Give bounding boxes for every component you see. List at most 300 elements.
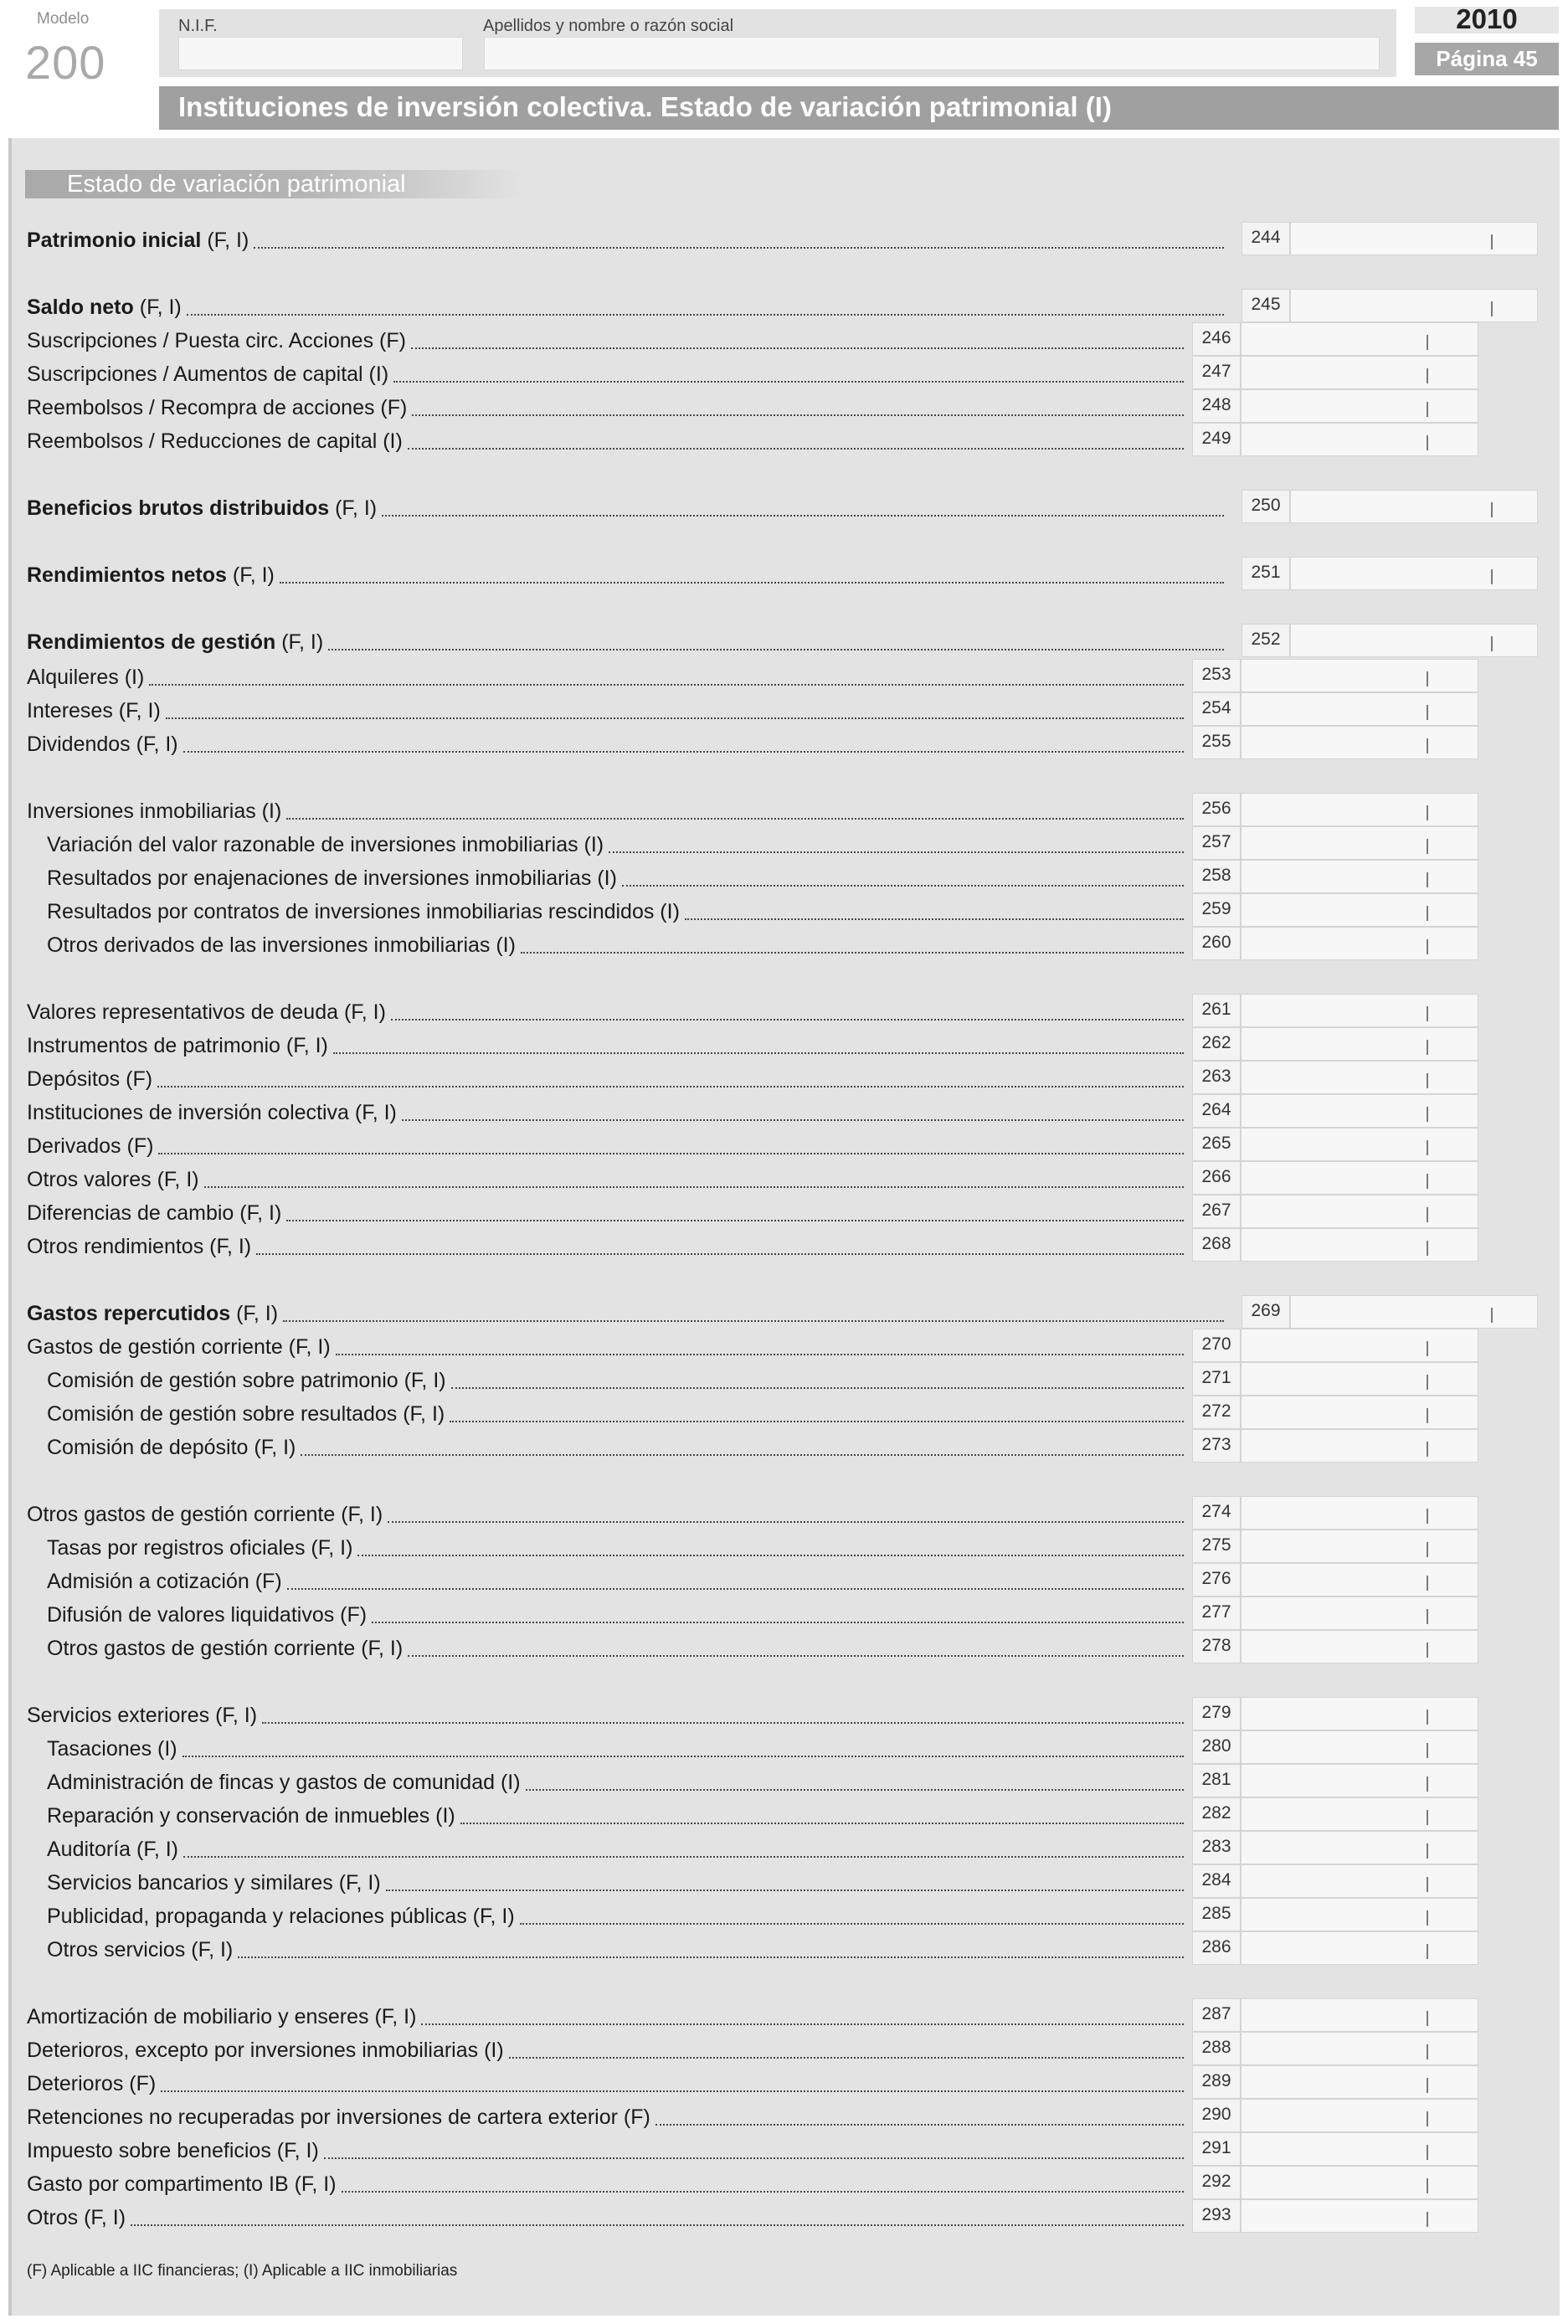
row-label-267 [27,1201,281,1226]
dot-leader [408,448,1184,450]
row-label-text: Otros rendimientos (F, I) [27,1235,252,1258]
row-label-text: Otros valores (F, I) [27,1168,199,1191]
decimal-separator-mark [1491,502,1493,517]
page-label: Página 45 [1436,46,1538,71]
box-code-271: 271 [1192,1362,1241,1396]
row-label-291 [27,2138,319,2163]
row-label-249 [27,429,403,454]
value-field-244[interactable] [1290,222,1538,255]
row-label-265 [27,1134,153,1159]
box-code-258: 258 [1192,860,1241,893]
dot-leader [287,1588,1184,1590]
box-code-246: 246 [1192,322,1241,356]
value-field-247[interactable] [1241,356,1478,389]
box-code-255: 255 [1192,726,1241,759]
dot-leader [187,314,1224,316]
box-code-256: 256 [1192,793,1241,826]
box-code-277: 277 [1192,1596,1241,1630]
box-code-253: 253 [1192,659,1241,692]
row-label-247 [27,362,388,387]
box-code-282: 282 [1192,1797,1241,1831]
box-code-274: 274 [1192,1496,1241,1530]
dot-leader [328,649,1224,650]
decimal-separator-mark [1427,1341,1428,1356]
decimal-separator-mark [1427,1944,1428,1959]
value-field-289[interactable] [1241,2065,1478,2099]
box-code-264: 264 [1192,1094,1241,1128]
row-label-text: Deterioros (F) [27,2072,157,2095]
footnote: (F) Aplicable a IIC financieras; (I) Aplicable a IIC inmobiliarias [27,2262,458,2280]
box-code-275: 275 [1192,1530,1241,1563]
decimal-separator-mark [1427,1910,1428,1926]
row-label-text: (F, I) [133,296,182,319]
value-field-252[interactable] [1290,624,1538,657]
row-label-text: Intereses (F, I) [27,699,161,722]
dot-leader [166,717,1184,719]
box-code-265: 265 [1192,1128,1241,1161]
row-label-text: Resultados por contratos de inversiones inmobiliarias rescindidos (I) [47,900,680,923]
value-field-248[interactable] [1241,389,1478,423]
decimal-separator-mark [1427,1375,1428,1390]
value-field-275[interactable] [1241,1530,1478,1563]
row-label-text: Auditoría (F, I) [47,1838,178,1861]
box-code-268: 268 [1192,1228,1241,1262]
row-label-text: Gasto por compartimento IB (F, I) [27,2172,337,2196]
value-field-269[interactable] [1290,1295,1538,1329]
value-field-286[interactable] [1241,1931,1478,1965]
dot-leader [460,1823,1184,1824]
dot-leader [521,952,1184,954]
row-label-text: Tasaciones (I) [47,1737,177,1761]
row-label-258 [47,866,617,891]
dot-leader [131,2224,1184,2226]
row-label-253 [27,665,144,690]
row-label-270 [27,1334,331,1360]
box-code-260: 260 [1192,927,1241,960]
value-field-285[interactable] [1241,1898,1478,1931]
box-code-270: 270 [1192,1329,1241,1362]
dot-leader [286,1220,1184,1221]
box-code-279: 279 [1192,1697,1241,1730]
nif-field[interactable] [178,37,463,70]
modelo-label: Modelo [37,10,90,28]
row-label-263 [27,1067,152,1092]
dot-leader [256,1253,1184,1255]
decimal-separator-mark [1427,1408,1428,1423]
dot-leader [283,1320,1224,1322]
row-label-text: Otros gastos de gestión corriente (F, I) [27,1503,383,1526]
decimal-separator-mark [1427,1776,1428,1792]
decimal-separator-mark [1427,2212,1428,2227]
row-label-text: Admisión a cotización (F) [47,1570,282,1593]
box-code-283: 283 [1192,1831,1241,1864]
dot-leader [183,751,1184,753]
decimal-separator-mark [1427,1140,1428,1155]
value-field-268[interactable] [1241,1228,1478,1262]
decimal-separator-mark [1491,301,1493,316]
decimal-separator-mark [1427,1609,1428,1624]
row-label-260 [47,933,516,958]
value-field-288[interactable] [1241,2032,1478,2065]
decimal-separator-mark [1427,1174,1428,1189]
row-label-274 [27,1502,383,1527]
box-code-254: 254 [1192,692,1241,726]
decimal-separator-mark [1427,1207,1428,1222]
value-field-278[interactable] [1241,1630,1478,1663]
row-label-text: Difusión de valores liquidativos (F) [47,1603,368,1627]
dot-leader [382,515,1224,517]
box-code-248: 248 [1192,389,1241,423]
box-code-267: 267 [1192,1195,1241,1228]
row-label-text: Otros (F, I) [27,2206,126,2229]
row-label-text: (F, I) [230,1302,279,1325]
decimal-separator-mark [1427,872,1428,887]
decimal-separator-mark [1427,1542,1428,1557]
dot-leader [655,2124,1184,2126]
row-label-text: Reembolsos / Recompra de acciones (F) [27,396,408,419]
value-field-284[interactable] [1241,1864,1478,1898]
row-label-bold: Beneficios brutos distribuidos [27,496,330,520]
name-field[interactable] [484,37,1380,70]
box-code-257: 257 [1192,826,1241,860]
decimal-separator-mark [1427,738,1428,753]
value-field-264[interactable] [1241,1094,1478,1128]
row-label-289 [27,2071,156,2096]
modelo-number: 200 [25,36,106,89]
nif-label: N.I.F. [178,17,218,35]
value-field-253[interactable] [1241,659,1478,692]
decimal-separator-mark [1427,1810,1428,1825]
row-label-254 [27,698,161,723]
decimal-separator-mark [1427,1576,1428,1591]
decimal-separator-mark [1427,906,1428,921]
row-label-261 [27,1000,386,1025]
decimal-separator-mark [1427,1241,1428,1256]
value-field-249[interactable] [1241,423,1478,456]
box-code-285: 285 [1192,1898,1241,1931]
dot-leader [204,1186,1184,1188]
box-code-287: 287 [1192,1998,1241,2032]
row-label-286 [47,1937,233,1962]
dot-leader [402,1119,1184,1121]
row-label-259 [47,899,680,924]
dot-leader [386,1890,1184,1891]
row-label-text: Deterioros, excepto por inversiones inmobiliarias (I) [27,2039,504,2062]
dot-leader [301,1454,1184,1456]
value-field-246[interactable] [1241,322,1478,356]
value-field-283[interactable] [1241,1831,1478,1864]
row-label-262 [27,1033,328,1058]
dot-leader [183,1856,1184,1858]
row-label-text: Amortización de mobiliario y enseres (F, I) [27,2005,417,2028]
box-code-251: 251 [1242,557,1290,590]
value-field-251[interactable] [1290,557,1538,590]
decimal-separator-mark [1427,671,1428,686]
row-label-285 [47,1904,515,1929]
row-label-273 [47,1435,296,1460]
dot-leader [280,582,1224,584]
box-code-278: 278 [1192,1630,1241,1663]
value-field-292[interactable] [1241,2166,1478,2199]
row-label-288 [27,2038,504,2063]
row-label-252 [27,630,323,655]
dot-leader [393,381,1184,383]
row-label-text: Reembolsos / Reducciones de capital (I) [27,429,403,453]
row-label-text: (F, I) [226,563,275,587]
row-label-text: Suscripciones / Puesta circ. Acciones (F) [27,329,406,352]
value-field-266[interactable] [1241,1161,1478,1195]
value-field-272[interactable] [1241,1396,1478,1429]
row-label-text: Variación del valor razonable de inversiones inmobiliarias (I) [47,833,604,856]
dot-leader [388,1521,1184,1523]
row-label-283 [47,1837,178,1862]
box-code-284: 284 [1192,1864,1241,1898]
decimal-separator-mark [1427,2178,1428,2193]
value-field-273[interactable] [1241,1429,1478,1463]
value-field-279[interactable] [1241,1697,1478,1730]
row-label-251 [27,563,275,588]
row-label-bold: Rendimientos netos [27,563,227,587]
box-code-244: 244 [1242,222,1290,255]
box-code-273: 273 [1192,1429,1241,1463]
row-label-292 [27,2172,337,2197]
row-label-text: (F, I) [329,496,378,520]
value-field-291[interactable] [1241,2132,1478,2166]
dot-leader [262,1722,1184,1724]
value-field-276[interactable] [1241,1563,1478,1596]
row-label-278 [47,1636,403,1661]
value-field-267[interactable] [1241,1195,1478,1228]
dot-leader [157,1086,1184,1087]
decimal-separator-mark [1427,805,1428,820]
box-code-261: 261 [1192,994,1241,1027]
row-label-281 [47,1770,521,1795]
row-label-244 [27,228,249,253]
row-label-text: (F, I) [201,229,249,252]
row-label-275 [47,1535,352,1560]
row-label-245 [27,295,182,320]
row-label-279 [27,1703,257,1728]
box-code-281: 281 [1192,1764,1241,1797]
value-field-280[interactable] [1241,1730,1478,1764]
row-label-text: Gastos de gestión corriente (F, I) [27,1335,331,1359]
row-label-text: Otros servicios (F, I) [47,1938,234,1962]
dot-leader [149,684,1184,686]
dot-leader [238,1956,1184,1958]
dot-leader [342,2191,1184,2193]
row-label-text: Dividendos (F, I) [27,733,178,756]
decimal-separator-mark [1427,2044,1428,2059]
value-field-270[interactable] [1241,1329,1478,1362]
decimal-separator-mark [1427,2011,1428,2026]
value-field-293[interactable] [1241,2199,1478,2233]
dot-leader [324,2157,1184,2159]
row-label-text: Derivados (F) [27,1134,154,1158]
row-label-bold: Rendimientos de gestión [27,630,276,654]
row-label-287 [27,2004,416,2029]
row-label-256 [27,799,281,824]
dot-leader [183,1756,1184,1757]
value-field-255[interactable] [1241,726,1478,759]
box-code-272: 272 [1192,1396,1241,1429]
decimal-separator-mark [1427,705,1428,720]
dot-leader [254,247,1224,249]
value-field-290[interactable] [1241,2099,1478,2132]
box-code-250: 250 [1242,490,1290,523]
dot-leader [161,2090,1184,2092]
section-title: Estado de variación patrimonial [67,171,406,198]
row-label-266 [27,1167,199,1192]
row-label-text: Diferencias de cambio (F, I) [27,1201,282,1225]
row-label-bold: Gastos repercutidos [27,1302,231,1325]
decimal-separator-mark [1491,636,1493,651]
decimal-separator-mark [1427,2078,1428,2093]
row-label-text: Comisión de depósito (F, I) [47,1436,296,1459]
row-label-271 [47,1368,446,1393]
decimal-separator-mark [1427,839,1428,854]
box-code-259: 259 [1192,893,1241,927]
dot-leader [408,1655,1184,1657]
value-field-263[interactable] [1241,1061,1478,1094]
decimal-separator-mark [1491,234,1493,249]
row-label-284 [47,1870,381,1895]
value-field-282[interactable] [1241,1797,1478,1831]
box-code-252: 252 [1242,624,1290,657]
row-label-264 [27,1100,397,1125]
dot-leader [336,1354,1184,1355]
row-label-text: Instituciones de inversión colectiva (F, I) [27,1101,397,1124]
box-code-286: 286 [1192,1931,1241,1965]
row-label-282 [47,1803,455,1828]
row-label-text: Resultados por enajenaciones de inversiones inmobiliarias (I) [47,866,617,890]
box-code-266: 266 [1192,1161,1241,1195]
dot-leader [421,2023,1184,2025]
decimal-separator-mark [1427,1509,1428,1524]
decimal-separator-mark [1427,435,1428,450]
dot-leader [685,918,1184,920]
decimal-separator-mark [1491,569,1493,584]
dot-leader [286,818,1184,820]
row-label-text: Depósitos (F) [27,1067,153,1091]
dot-leader [412,414,1184,416]
row-label-276 [47,1569,282,1594]
row-label-text: Instrumentos de patrimonio (F, I) [27,1034,328,1057]
decimal-separator-mark [1427,1743,1428,1758]
year-label: 2010 [1456,3,1518,34]
row-label-text: Servicios exteriores (F, I) [27,1704,258,1727]
value-field-261[interactable] [1241,994,1478,1027]
decimal-separator-mark [1427,402,1428,417]
box-code-269: 269 [1242,1295,1290,1329]
value-field-256[interactable] [1241,793,1478,826]
dot-leader [509,2057,1184,2059]
row-label-text: Otros derivados de las inversiones inmobiliarias (I) [47,933,516,957]
value-field-287[interactable] [1241,1998,1478,2032]
decimal-separator-mark [1427,368,1428,383]
decimal-separator-mark [1491,1308,1493,1323]
row-label-text: Alquileres (I) [27,666,145,689]
row-label-text: Otros gastos de gestión corriente (F, I) [47,1637,404,1660]
value-field-258[interactable] [1241,860,1478,893]
value-field-250[interactable] [1290,490,1538,523]
dot-leader [357,1555,1184,1556]
value-field-260[interactable] [1241,927,1478,960]
box-code-288: 288 [1192,2032,1241,2065]
decimal-separator-mark [1427,1006,1428,1021]
row-label-text: Comisión de gestión sobre patrimonio (F, I) [47,1369,446,1392]
decimal-separator-mark [1427,939,1428,954]
row-label-280 [47,1736,177,1761]
value-field-262[interactable] [1241,1027,1478,1061]
decimal-separator-mark [1427,1843,1428,1859]
value-field-274[interactable] [1241,1496,1478,1530]
box-code-280: 280 [1192,1730,1241,1764]
dot-leader [622,885,1184,887]
row-label-bold: Saldo neto [27,296,134,319]
decimal-separator-mark [1427,1073,1428,1088]
row-label-277 [47,1602,367,1627]
decimal-separator-mark [1427,1643,1428,1658]
dot-leader [391,1019,1184,1021]
row-label-text: Comisión de gestión sobre resultados (F, I) [47,1402,445,1426]
row-label-257 [47,832,604,857]
value-field-281[interactable] [1241,1764,1478,1797]
row-label-290 [27,2105,650,2130]
row-label-268 [27,1234,251,1259]
row-label-text: Suscripciones / Aumentos de capital (I) [27,362,389,386]
value-field-245[interactable] [1290,289,1538,322]
row-label-293 [27,2205,126,2230]
value-field-265[interactable] [1241,1128,1478,1161]
value-field-254[interactable] [1241,692,1478,726]
value-field-257[interactable] [1241,826,1478,860]
row-label-text: Retenciones no recuperadas por inversiones de cartera exterior (F) [27,2105,650,2129]
row-label-text: Tasas por registros oficiales (F, I) [47,1536,353,1560]
dot-leader [158,1153,1184,1154]
box-code-290: 290 [1192,2099,1241,2132]
dot-leader [372,1622,1184,1623]
dot-leader [450,1421,1184,1422]
box-code-249: 249 [1192,423,1241,456]
box-code-245: 245 [1242,289,1290,322]
row-label-272 [47,1401,445,1427]
row-label-text: Inversiones inmobiliarias (I) [27,800,282,823]
dot-leader [609,851,1184,853]
row-label-246 [27,328,406,353]
decimal-separator-mark [1427,1107,1428,1122]
row-label-text: Servicios bancarios y similares (F, I) [47,1871,381,1895]
decimal-separator-mark [1427,1040,1428,1055]
row-label-text: Publicidad, propaganda y relaciones públicas (F, I) [47,1905,515,1928]
value-field-277[interactable] [1241,1596,1478,1630]
row-label-text: Administración de fincas y gastos de comunidad (I) [47,1771,521,1794]
box-code-292: 292 [1192,2166,1241,2199]
box-code-293: 293 [1192,2199,1241,2233]
row-label-text: Impuesto sobre beneficios (F, I) [27,2139,319,2162]
box-code-262: 262 [1192,1027,1241,1061]
value-field-259[interactable] [1241,893,1478,927]
row-label-bold: Patrimonio inicial [27,229,202,252]
value-field-271[interactable] [1241,1362,1478,1396]
row-label-248 [27,395,407,420]
dot-leader [333,1052,1184,1054]
decimal-separator-mark [1427,1877,1428,1892]
box-code-276: 276 [1192,1563,1241,1596]
name-label: Apellidos y nombre o razón social [483,17,734,35]
row-label-text: Reparación y conservación de inmuebles (I) [47,1804,455,1828]
row-label-text: (F, I) [275,630,324,654]
decimal-separator-mark [1427,335,1428,350]
